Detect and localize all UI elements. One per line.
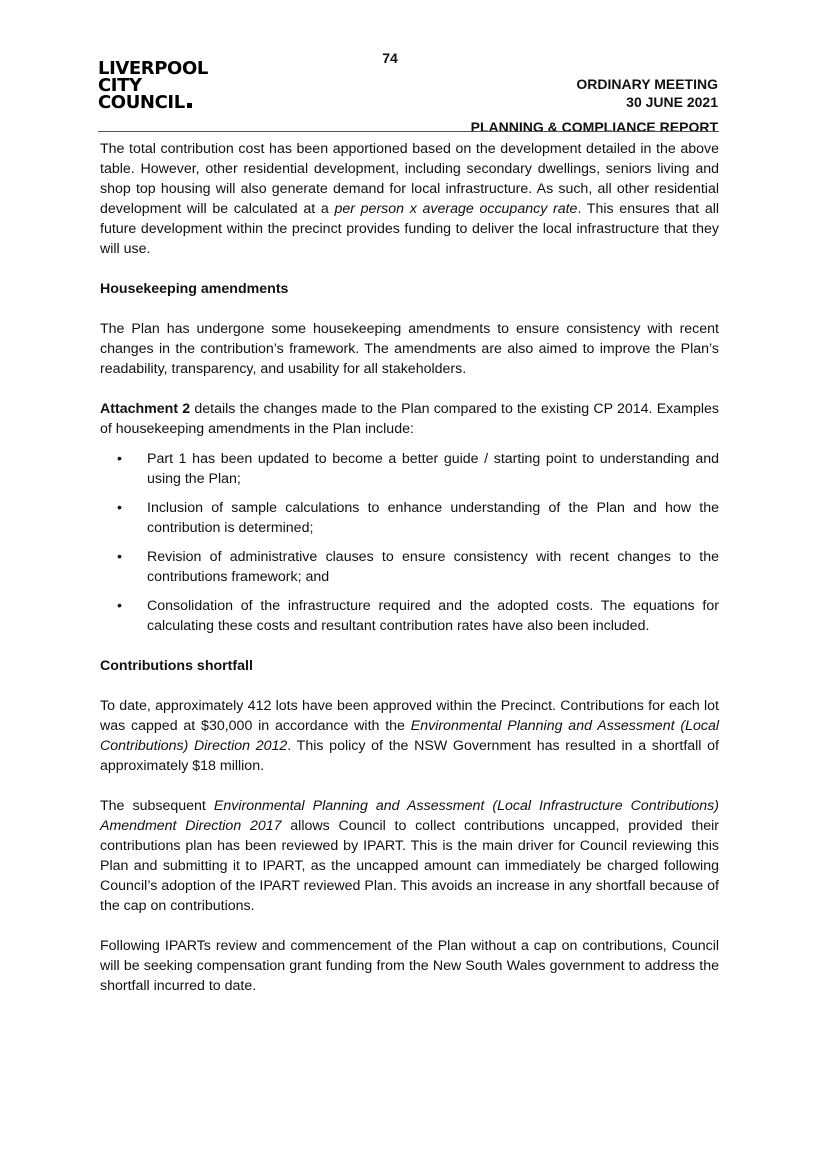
logo-line-2: CITY xyxy=(98,75,142,96)
logo-line-3: COUNCIL xyxy=(98,94,208,111)
logo-dot-icon xyxy=(187,103,192,108)
paragraph-direction-2017: The subsequent Environmental Planning and Assessment (Local Infrastructure Contributions) Amendment Direction 2017 allows Council to collect contributions uncapped, provided their contributions plan has been reviewed by IPART. This is the main driver for Council reviewing this Plan and submitting it to IPART, as the uncapped amount can immediately be charged following Council’s adoption of the IPART reviewed Plan. This avoids an increase in any shortfall because of the cap on contributions. xyxy=(100,798,719,914)
paragraph-attachment: Attachment 2 details the changes made to the Plan compared to the existing CP 2014. Examples of housekeeping amendments in the Plan include: xyxy=(100,401,719,437)
heading-housekeeping: Housekeeping amendments xyxy=(100,281,289,297)
list-item: • Revision of administrative clauses to ensure consistency with recent changes to the contributions framework; and xyxy=(100,547,719,587)
paragraph-lots: To date, approximately 412 lots have been approved within the Precinct. Contributions for each lot was capped at $30,000 in accordance with the Environmental Planning and Assessment (Local Contributions) Direction 2012. This policy of the NSW Government has resulted in a shortfall of approximately $18 million. xyxy=(100,698,719,774)
list-item: • Inclusion of sample calculations to enhance understanding of the Plan and how the contribution is determined; xyxy=(100,498,719,538)
meeting-date: 30 JUNE 2021 xyxy=(626,94,718,110)
report-header xyxy=(471,75,718,136)
list-item: • Consolidation of the infrastructure required and the adopted costs. The equations for calculating these costs and resultant contribution rates have also been included. xyxy=(100,596,719,636)
logo-line-1: LIVERPOOL xyxy=(98,58,208,79)
heading-shortfall: Contributions shortfall xyxy=(100,658,253,674)
meeting-type: ORDINARY MEETING xyxy=(576,76,718,92)
paragraph-apportionment: The total contribution cost has been apportioned based on the development detailed in the above table. However, other residential development, including secondary dwellings, seniors living and shop top housing will also generate demand for local infrastructure. As such, all other residential development will be calculated at a per person x average occupancy rate. This ensures that all future development within the precinct provides funding to deliver the local infrastructure that they will use. xyxy=(100,141,720,257)
report-title: PLANNING & COMPLIANCE REPORT xyxy=(470,119,718,135)
document-body xyxy=(100,139,719,1016)
emphasis-direction-2017: Environmental Planning and Assessment (Local Infrastructure Contributions) Amendment Direction 2017 xyxy=(100,798,719,834)
emphasis-rate: per person x average occupancy rate xyxy=(334,201,578,217)
header-divider xyxy=(98,131,719,132)
paragraph-compensation: Following IPARTs review and commencement of the Plan without a cap on contributions, Council will be seeking compensation grant funding from the New South Wales government to address the shortfall incurred to date. xyxy=(100,938,719,994)
page-number: 74 xyxy=(382,50,398,66)
attachment-reference: Attachment 2 xyxy=(100,401,191,417)
emphasis-direction-2012: Environmental Planning and Assessment (Local Contributions) Direction 2012 xyxy=(100,718,719,754)
paragraph-housekeeping: The Plan has undergone some housekeeping amendments to ensure consistency with recent changes in the contribution’s framework. The amendments are also aimed to improve the Plan’s readability, transparency, and usability for all stakeholders. xyxy=(100,321,719,377)
list-item: • Part 1 has been updated to become a better guide / starting point to understanding and using the Plan; xyxy=(100,449,719,489)
council-logo xyxy=(98,60,208,111)
amendments-list xyxy=(100,449,719,636)
